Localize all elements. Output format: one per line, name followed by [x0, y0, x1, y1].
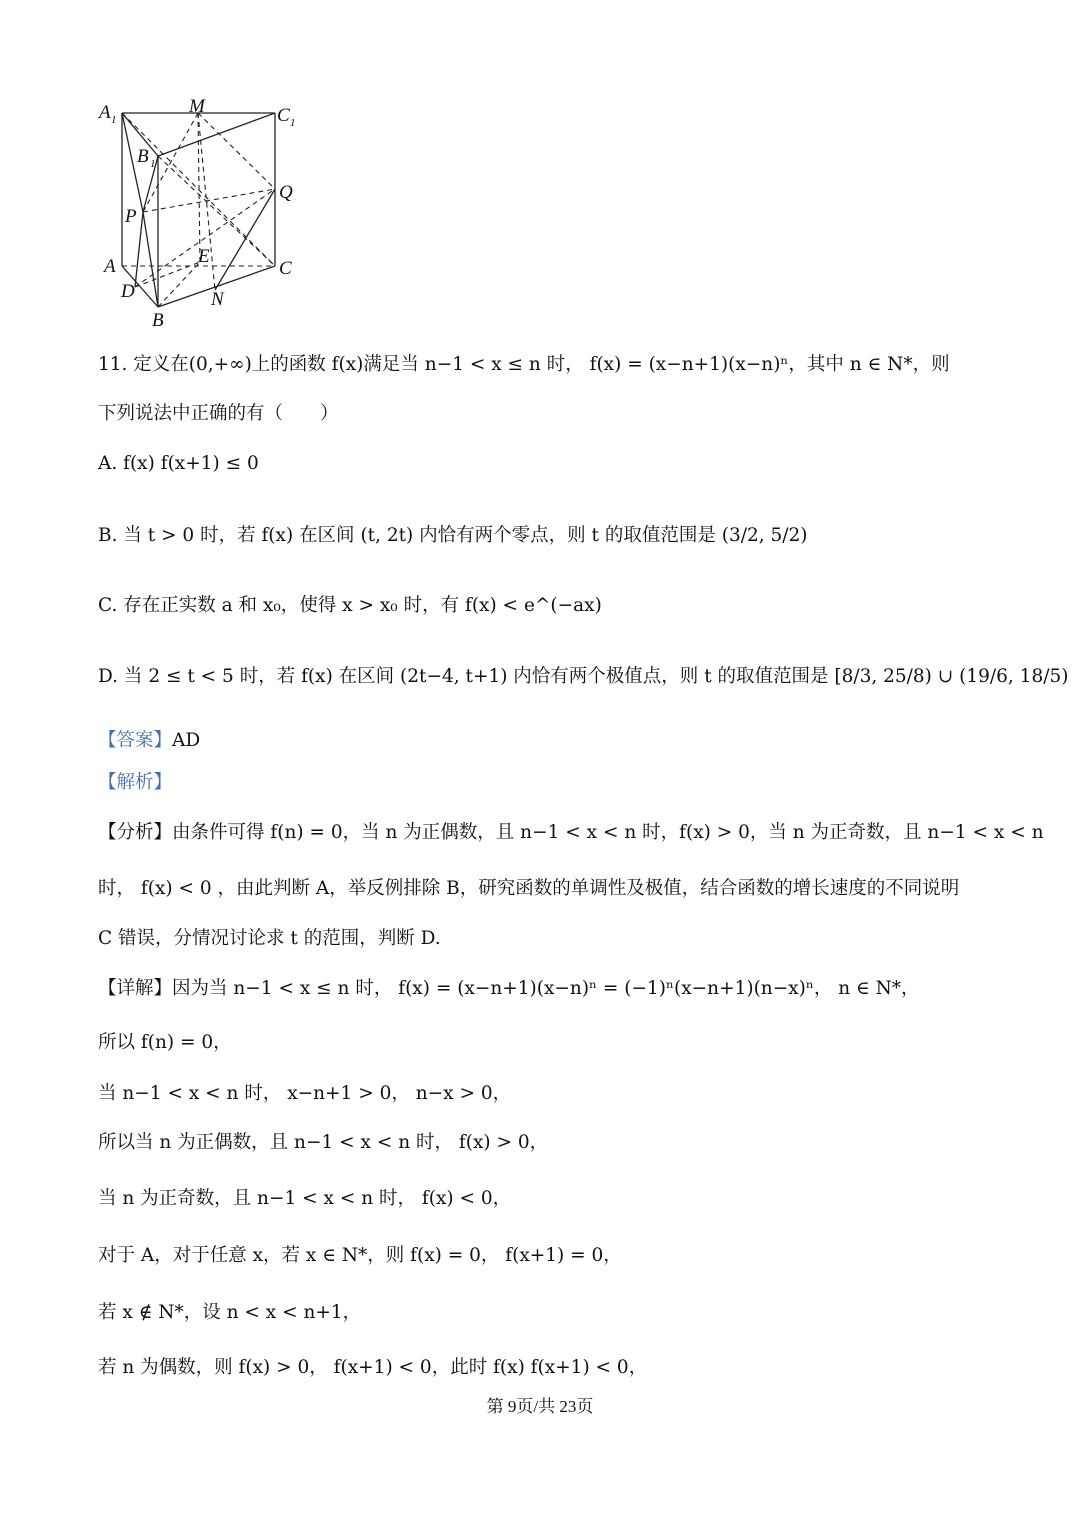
xiangjie-text-1: 因为当 n−1 < x ≤ n 时， f(x) = (x−n+1)(x−n)ⁿ = (−1)ⁿ(x−n+1)(n−x)ⁿ， n ∈ N*， [172, 978, 920, 999]
label-a1-sub: 1 [111, 114, 117, 126]
answer-tag: 【答案】 [98, 730, 173, 751]
xiangjie-line-3: 当 n−1 < x < n 时， x−n+1 > 0， n−x > 0， [98, 1083, 512, 1104]
label-c1-sub: 1 [290, 117, 296, 129]
label-e: E [198, 246, 210, 267]
option-d: D. 当 2 ≤ t < 5 时，若 f(x) 在区间 (2t−4, t+1) 内恰有两个极值点，则 t 的取值范围是 [8/3, 25/8) ∪ (19/6, 18/5) [98, 666, 1069, 687]
label-n: N [211, 289, 224, 310]
xiangjie-line-5: 当 n 为正奇数，且 n−1 < x < n 时， f(x) < 0， [98, 1188, 512, 1209]
fenxi-line-2: 时， f(x) < 0 ，由此判断 A，举反例排除 B，研究函数的单调性及极值，结合函数的增长速度的不同说明 [98, 878, 960, 899]
xiangjie-line-7: 若 x ∉ N*，设 n < x < n+1， [98, 1302, 362, 1323]
xiangjie-tag: 【详解】 [98, 978, 173, 999]
edge-pq-hidden [143, 189, 275, 212]
prism-figure [95, 92, 310, 332]
label-b1: B [137, 146, 149, 167]
label-d: D [121, 281, 135, 302]
question-line-1: 11. 定义在(0,+∞)上的函数 f(x)满足当 n−1 < x ≤ n 时， f(x) = (x−n+1)(x−n)ⁿ，其中 n ∈ N*，则 [98, 354, 950, 375]
option-a: A. f(x) f(x+1) ≤ 0 [98, 453, 259, 474]
edge-mq-hidden [198, 113, 275, 189]
edge-qn [215, 189, 275, 290]
fenxi-line-1 [98, 822, 1044, 844]
analysis-tag: 【解析】 [98, 772, 173, 793]
xiangjie-line-2: 所以 f(n) = 0， [98, 1032, 232, 1053]
label-b: B [152, 310, 164, 331]
edge-b1c-hidden [158, 156, 275, 266]
xiangjie-line-1 [98, 978, 920, 1000]
label-b1-sub: 1 [150, 158, 156, 170]
label-q: Q [279, 182, 293, 203]
fenxi-tag: 【分析】 [98, 822, 173, 843]
label-c1: C [277, 105, 290, 126]
fenxi-line-3: C 错误，分情况讨论求 t 的范围，判断 D. [98, 928, 441, 949]
xiangjie-line-4: 所以当 n 为正偶数，且 n−1 < x < n 时， f(x) > 0， [98, 1132, 549, 1153]
prism-diagram [95, 92, 310, 332]
label-m: M [189, 96, 205, 117]
question-line-2: 下列说法中正确的有（ ） [98, 403, 339, 424]
xiangjie-line-6: 对于 A，对于任意 x，若 x ∈ N*，则 f(x) = 0， f(x+1) = 0， [98, 1245, 622, 1266]
label-a: A [104, 256, 116, 277]
fenxi-text-1: 由条件可得 f(n) = 0，当 n 为正偶数，且 n−1 < x < n 时，f(x) > 0，当 n 为正奇数，且 n−1 < x < n [172, 822, 1044, 843]
edge-b1c1 [158, 113, 275, 156]
answer-row [98, 730, 200, 752]
answer-value: AD [172, 730, 201, 751]
option-b: B. 当 t > 0 时，若 f(x) 在区间 (t, 2t) 内恰有两个零点，则 t 的取值范围是 (3/2, 5/2) [98, 525, 808, 546]
option-c: C. 存在正实数 a 和 x₀，使得 x > x₀ 时，有 f(x) < e^(−ax) [98, 595, 602, 616]
analysis-row [98, 772, 172, 794]
page-footer: 第 9页/共 23页 [486, 1397, 594, 1416]
xiangjie-line-8: 若 n 为偶数，则 f(x) > 0， f(x+1) < 0，此时 f(x) f(x+1) < 0， [98, 1357, 648, 1378]
label-p: P [125, 206, 137, 227]
label-c: C [279, 258, 292, 279]
label-a1: A [99, 102, 111, 123]
edge-dq-hidden [135, 189, 275, 287]
